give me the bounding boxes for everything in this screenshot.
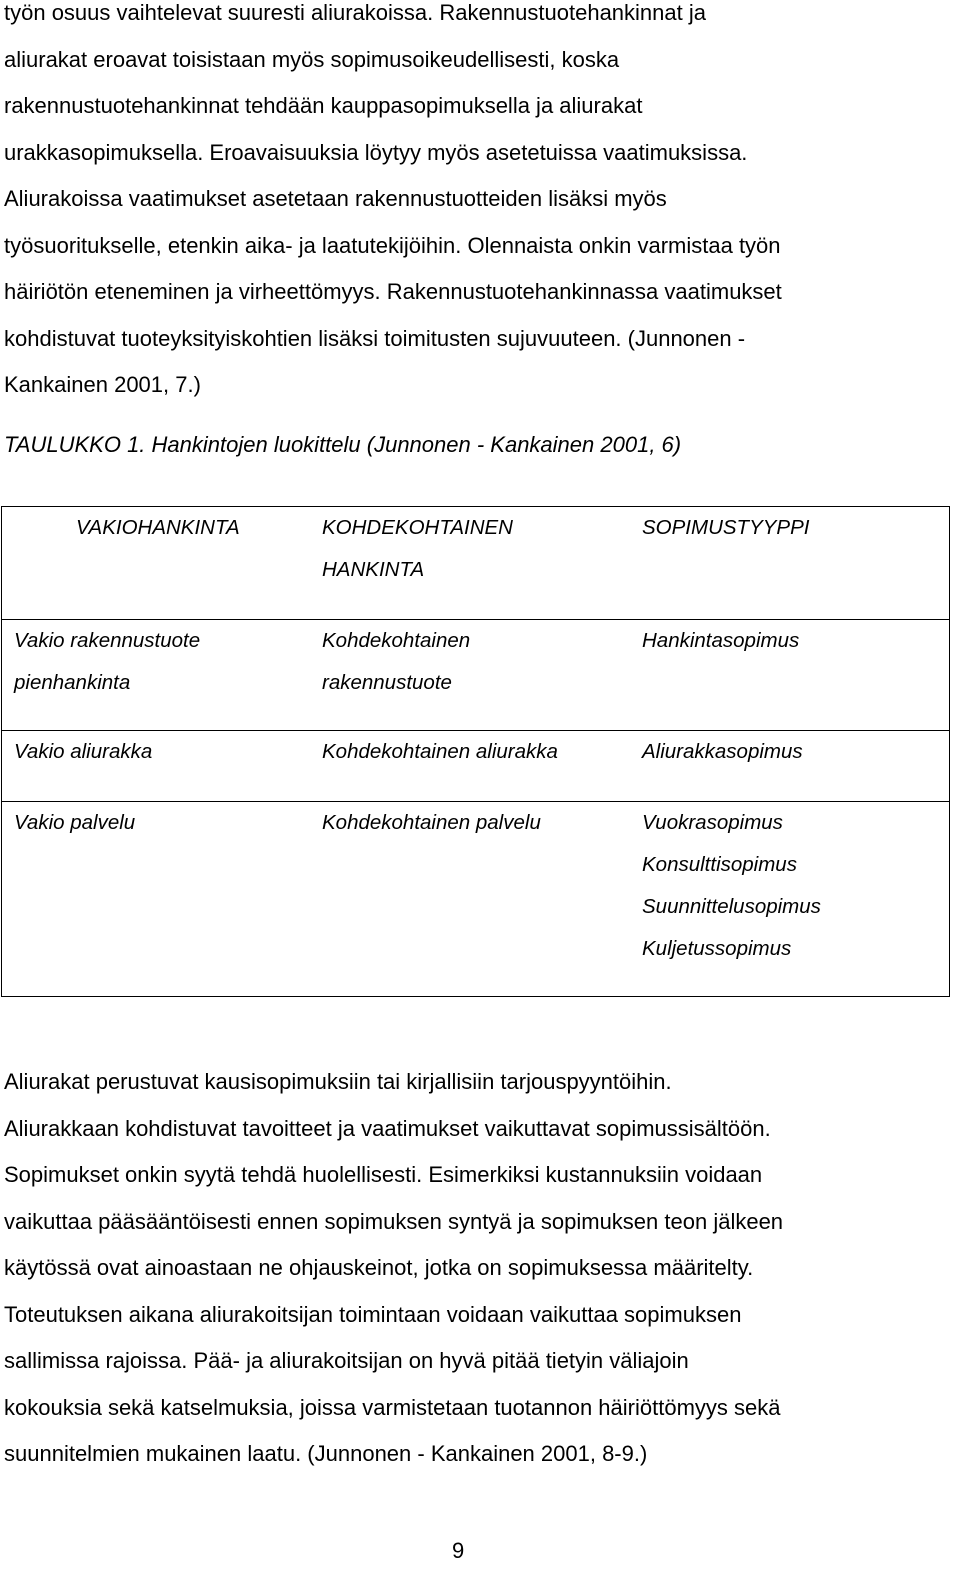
text-line: Kankainen 2001, 7.) [4,372,201,397]
cell-line: rakennustuote [322,671,452,694]
text-line: kokouksia sekä katselmuksia, joissa varmistetaan tuotannon häiriöttömyys sekä [4,1394,781,1420]
cell-line: Vakio palvelu [14,811,136,834]
paragraph-intro [4,0,954,409]
kohdekohtainen-cell [322,620,470,704]
text-line: vaikuttaa pääsääntöisesti ennen sopimuksen syntyä ja sopimuksen teon jälkeen [4,1208,784,1234]
text-line: työn osuus vaihtelevat suuresti aliurakoissa. Rakennustuotehankinnat ja [4,0,706,25]
text-line: käytössä ovat ainoastaan ne ohjauskeinot, jotka on sopimuksessa määritelty. [4,1255,754,1280]
text-line: Toteutuksen aikana aliurakoitsijan toimintaan voidaan vaikuttaa sopimuksen [4,1301,742,1327]
page-number: 9 [452,1538,465,1563]
cell-line: pienhankinta [14,671,131,694]
cell-line: Vakio rakennustuote [14,629,201,652]
table-header-cell [76,507,240,549]
cell-line: Vuokrasopimus [642,811,783,834]
cell-line: Kuljetussopimus [642,937,792,960]
text-line: työsuoritukselle, etenkin aika- ja laatutekijöihin. Olennaista onkin varmistaa työn [4,232,781,258]
text-line: Aliurakoissa vaatimukset asetetaan rakennustuotteiden lisäksi myös [4,186,667,211]
text-line: Aliurakat perustuvat kausisopimuksiin tai kirjallisiin tarjouspyyntöihin. [4,1069,672,1094]
text-line: suunnitelmien mukainen laatu. (Junnonen - Kankainen 2001, 8-9.) [4,1441,648,1466]
cell-line: SOPIMUSTYYPPI [642,516,810,539]
text-line: urakkasopimuksella. Eroavaisuuksia löytyy myös asetetuissa vaatimuksissa. [4,139,748,165]
cell-line: Kohdekohtainen aliurakka [322,740,558,763]
table-header-row [2,507,949,619]
sopimustyyppi-cell [642,731,803,773]
text-line: kohdistuvat tuoteyksityiskohtien lisäksi toimitusten sujuvuuteen. (Junnonen - [4,325,746,351]
cell-line: HANKINTA [322,558,425,581]
hankinta-type-cell [14,620,200,704]
table-row [2,730,949,801]
cell-line: Kohdekohtainen [322,629,471,652]
hankinta-type-cell [14,802,135,844]
table-row [2,801,949,996]
kohdekohtainen-cell [322,731,558,773]
cell-line: Kohdekohtainen palvelu [322,811,541,834]
cell-line: Konsulttisopimus [642,853,797,876]
sopimustyyppi-cell [642,620,799,662]
paragraph-subcontracts [4,1059,954,1478]
text-line: rakennustuotehankinnat tehdään kauppasopimuksella ja aliurakat [4,93,643,118]
table-header-cell [642,507,809,549]
cell-line: VAKIOHANKINTA [76,516,240,539]
cell-line: Suunnittelusopimus [642,895,821,918]
hankinta-type-cell [14,731,152,773]
cell-line: Hankintasopimus [642,629,800,652]
kohdekohtainen-cell [322,802,541,844]
text-line: häiriötön eteneminen ja virheettömyys. Rakennustuotehankinnassa vaatimukset [4,279,782,304]
table-row [2,619,949,730]
cell-line: Aliurakkasopimus [642,740,803,763]
table-caption: TAULUKKO 1. Hankintojen luokittelu (Junnonen - Kankainen 2001, 6) [4,432,682,457]
text-line: Sopimukset onkin syytä tehdä huolellisesti. Esimerkiksi kustannuksiin voidaan [4,1162,763,1187]
text-line: aliurakat eroavat toisistaan myös sopimusoikeudellisesti, koska [4,46,620,72]
text-line: sallimissa rajoissa. Pää- ja aliurakoitsijan on hyvä pitää tietyin väliajoin [4,1348,689,1373]
cell-line: KOHDEKOHTAINEN [322,516,513,539]
procurement-table [1,506,950,997]
cell-line: Vakio aliurakka [14,740,153,763]
text-line: Aliurakkaan kohdistuvat tavoitteet ja vaatimukset vaikuttavat sopimussisältöön. [4,1115,771,1141]
table-header-cell [322,507,513,591]
sopimustyyppi-cell [642,802,821,970]
